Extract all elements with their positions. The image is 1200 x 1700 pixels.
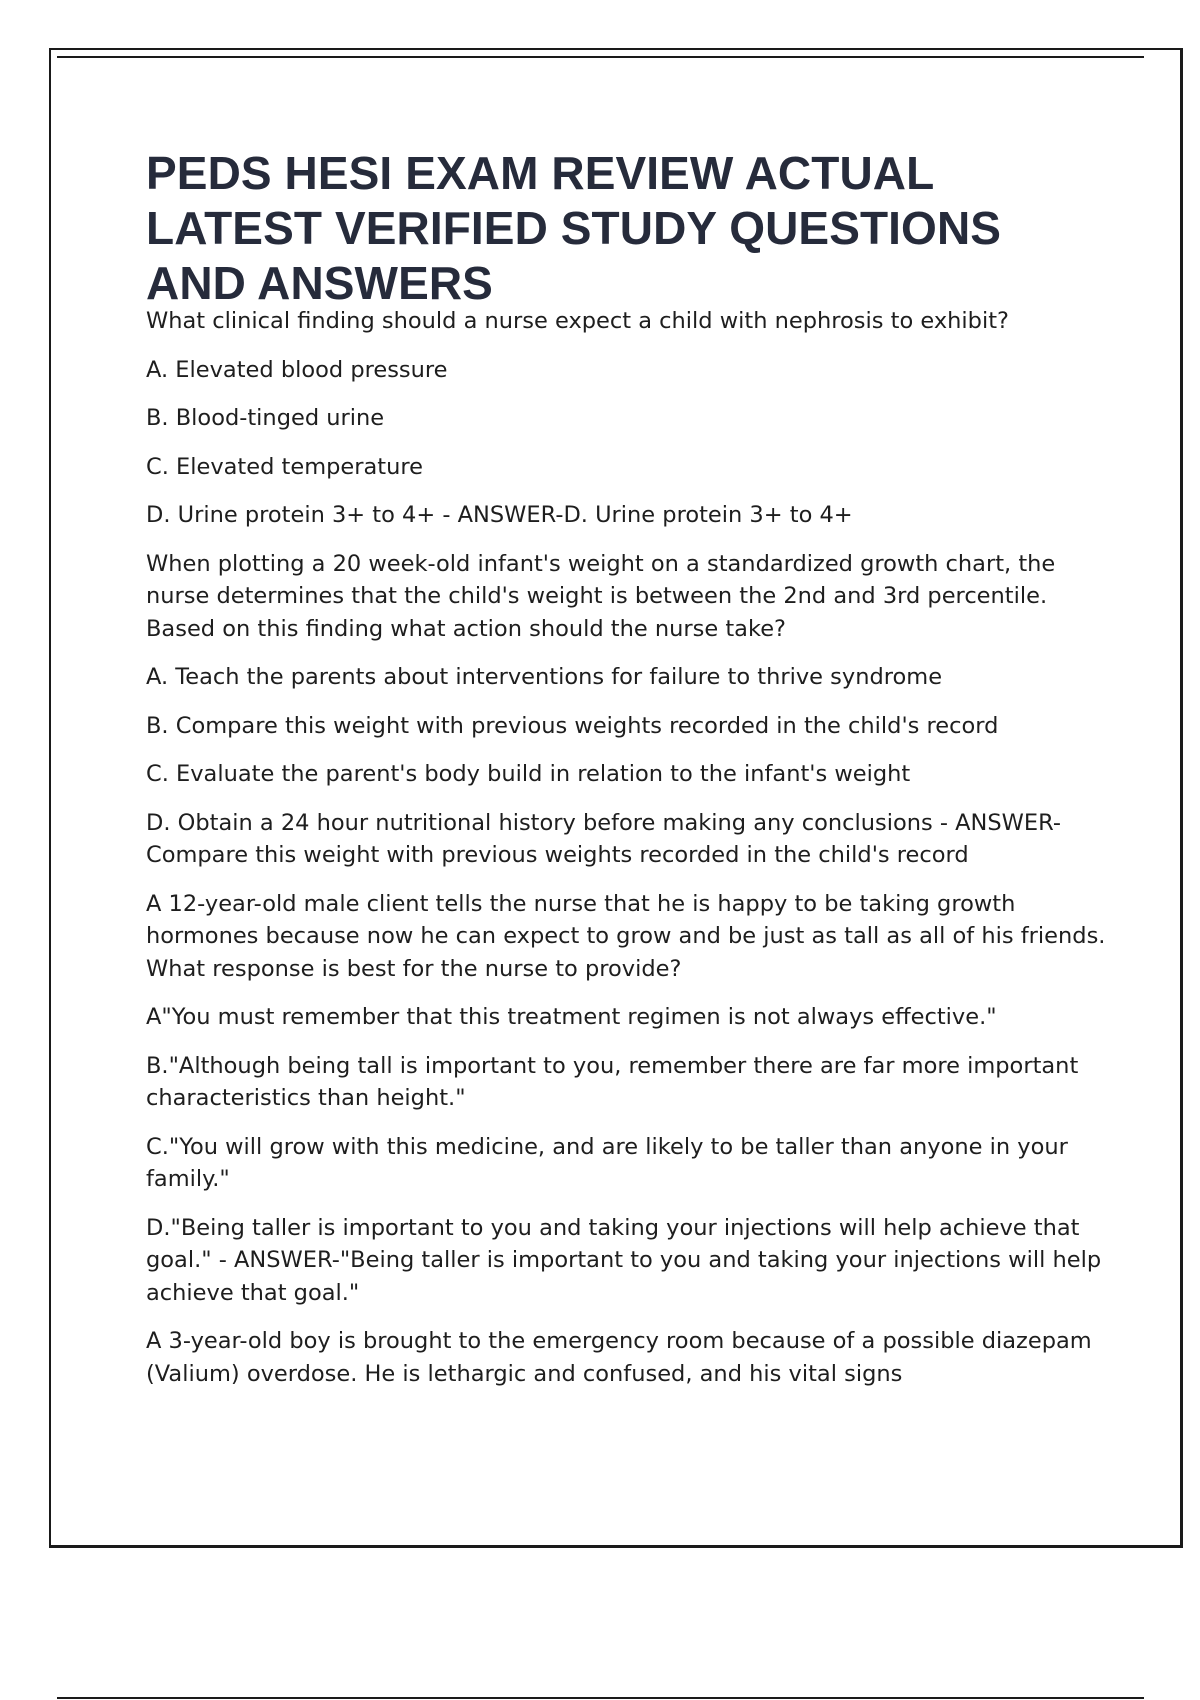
question-3-option-d-answer: D."Being taller is important to you and taking your injections will help achieve that goal." - ANSWER-"Being taller is important to you and taking your injections will help achieve that goal." — [146, 1214, 1102, 1306]
question-2-option-b: B. Compare this weight with previous weights recorded in the child's record — [146, 712, 999, 739]
top-rule — [57, 56, 1144, 58]
question-2-option-a: A. Teach the parents about interventions for failure to thrive syndrome — [146, 664, 943, 690]
document-title: PEDS HESI EXAM REVIEW ACTUAL LATEST VERIFIED STUDY QUESTIONS AND ANSWERS — [146, 147, 1002, 309]
question-4-stem: A 3-year-old boy is brought to the emergency room because of a possible diazepam (Valium) overdose. He is lethargic and confused, and his vital signs — [146, 1328, 1092, 1387]
question-list — [146, 305, 1106, 1390]
question-3-option-c: C."You will grow with this medicine, and are likely to be taller than anyone in your family." — [146, 1133, 1068, 1192]
question-1-option-b: B. Blood-tinged urine — [146, 405, 385, 431]
question-1-option-a: A. Elevated blood pressure — [146, 356, 448, 383]
question-3-option-b: B."Although being tall is important to you, remember there are far more important characteristics than height." — [146, 1052, 1079, 1111]
question-1-option-c: C. Elevated temperature — [146, 453, 423, 480]
question-2-stem: When plotting a 20 week-old infant's weight on a standardized growth chart, the nurse determines that the child's weight is between the 2nd and 3rd percentile. Based on this finding what action should the nurse take? — [146, 550, 1056, 642]
bottom-rule — [57, 1697, 1144, 1699]
question-2-option-c: C. Evaluate the parent's body build in relation to the infant's weight — [146, 761, 911, 787]
question-3-stem: A 12-year-old male client tells the nurse that he is happy to be taking growth hormones because now he can expect to grow and be just as tall as all of his friends. What response is best for the nurse to provide? — [146, 890, 1106, 982]
question-3-option-a: A"You must remember that this treatment regimen is not always effective." — [146, 1004, 997, 1030]
question-2-option-d-answer: D. Obtain a 24 hour nutritional history before making any conclusions - ANSWER-Compare this weight with previous weights recorded in the child's record — [146, 809, 1061, 868]
document-body — [146, 146, 1106, 1406]
question-1-stem: What clinical finding should a nurse expect a child with nephrosis to exhibit? — [146, 308, 1009, 334]
question-1-option-d-answer: D. Urine protein 3+ to 4+ - ANSWER-D. Urine protein 3+ to 4+ — [146, 502, 853, 528]
